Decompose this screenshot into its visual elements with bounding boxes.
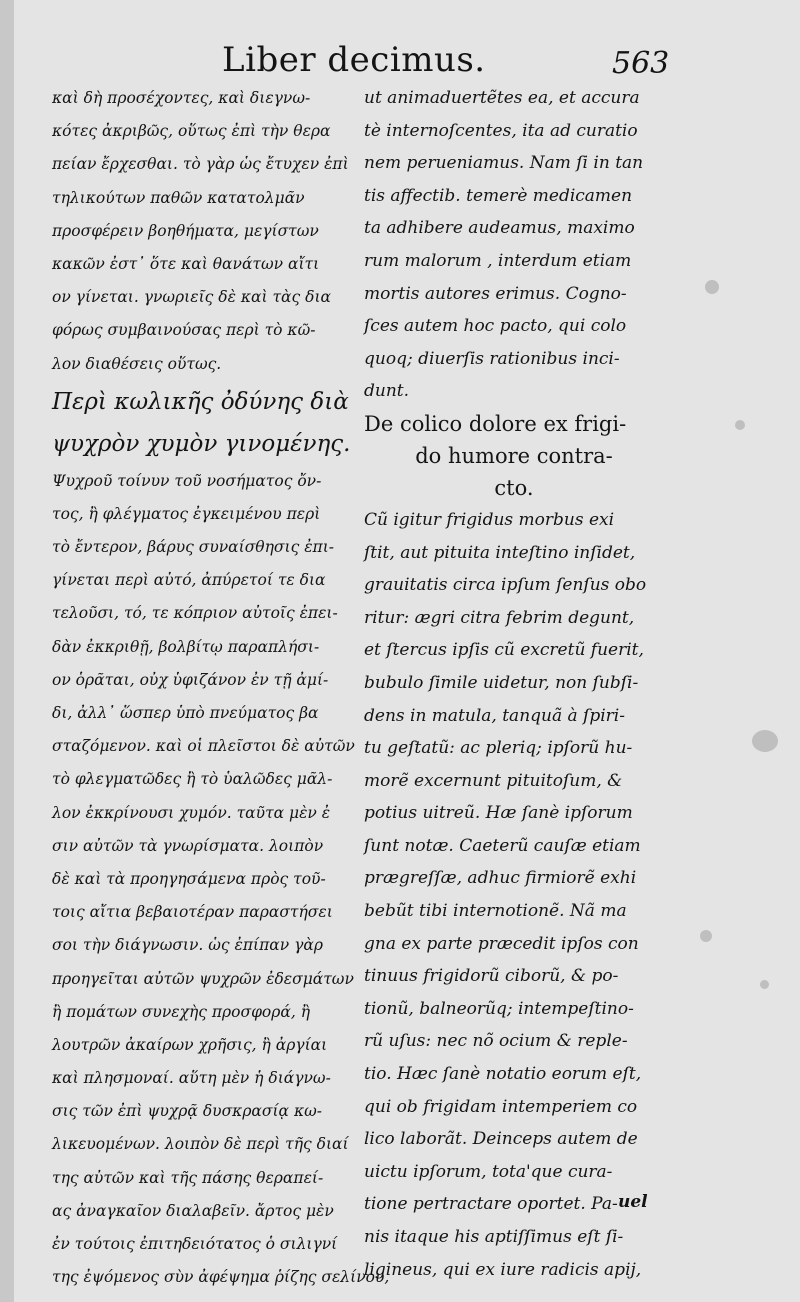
latin-line: dens in matula, tanquã à ſpiri-	[364, 705, 625, 726]
latin-line: Cũ igitur frigidus morbus exi	[364, 509, 615, 530]
greek-line: τελοῦσι, τό, τε κόπριον αὐτοῖς ἐπει-	[52, 604, 338, 623]
latin-section-heading: De colico dolore ex frigi-	[364, 411, 627, 436]
greek-line: δὲ καὶ τὰ προηγησάμενα πρὸς τοῦ-	[52, 869, 326, 888]
greek-line: προσφέρειν βοηθήματα, μεγίστων	[52, 221, 319, 240]
greek-line: πείαν ἔρχεσθαι. τὸ γὰρ ὡς ἔτυχεν ἐπὶ	[52, 155, 349, 174]
latin-line: quoq; diuerſis rationibus inci-	[364, 348, 620, 369]
latin-section-heading: do humore contra-	[415, 443, 613, 468]
greek-line: ας ἀναγκαῖον διαλαβεῖν. ἄρτος μὲν	[52, 1201, 334, 1220]
latin-line: ſtit, aut pituita inteſtino inſidet,	[364, 542, 636, 563]
latin-line: dunt.	[364, 381, 410, 402]
page-number: 563	[612, 46, 670, 81]
latin-line: tis affectib. temerè medicamen	[364, 185, 633, 206]
latin-line: nem perueniamus. Nam ſi in tan	[364, 153, 644, 174]
greek-line: κότες ἀκριβῶς, οὕτως ἐπὶ τὴν θερα	[52, 122, 331, 141]
latin-line: prægreſſæ, adhuc firmiorẽ exhi	[364, 868, 637, 889]
latin-line: ta adhibere audeamus, maximo	[364, 218, 635, 239]
greek-line: λον διαθέσεις οὕτως.	[52, 354, 222, 373]
greek-line: σοι τὴν διάγνωσιν. ὡς ἐπίπαν γὰρ	[52, 936, 323, 955]
latin-column	[364, 82, 664, 1286]
latin-line: tio. Hæc ſanè notatio eorum eſt,	[364, 1064, 642, 1085]
latin-line: tionũ, balneorũq; intempeſtino-	[364, 998, 634, 1019]
latin-line: grauitatis circa ipſum ſenſus obo	[364, 575, 647, 596]
greek-line: τὸ φλεγματῶδες ἢ τὸ ὑαλῶδες μᾶλ-	[52, 770, 333, 789]
latin-line: ſunt notæ. Caeterũ cauſæ etiam	[364, 835, 641, 856]
greek-line: προηγεῖται αὐτῶν ψυχρῶν ἐδεσμάτων	[52, 969, 354, 988]
greek-line: δι, ἀλλ᾽ ὥσπερ ὑπὸ πνεύματος βα	[52, 704, 319, 722]
greek-line: λουτρῶν ἀκαίρων χρῆσις, ἢ ἀργίαι	[52, 1035, 328, 1054]
catchword: uel	[618, 1192, 648, 1212]
latin-line: tu geſtatũ: ac pleriq; ipſorũ hu-	[364, 738, 633, 759]
greek-line: λον ἐκκρίνουσι χυμόν. ταῦτα μὲν ἐ	[52, 803, 331, 822]
latin-line: ſces autem hoc pacto, qui colo	[364, 316, 627, 337]
latin-line: et ſtercus ipſis cũ excretũ fuerit,	[364, 640, 644, 661]
greek-line: σις τῶν ἐπὶ ψυχρᾷ δυσκρασίᾳ κω-	[52, 1102, 322, 1121]
running-head: Liber decimus.	[222, 40, 486, 80]
greek-line: τος, ἢ φλέγματος ἐγκειμένου περὶ	[52, 504, 321, 523]
greek-line: ον γίνεται. γνωριεῖς δὲ καὶ τὰς δια	[52, 288, 331, 307]
latin-line: bebũt tibi internotionẽ. Nã ma	[364, 901, 627, 922]
latin-line: tione pertractare oportet. Pa-	[364, 1194, 618, 1215]
greek-line: γίνεται περὶ αὐτό, ἀπύρετοί τε δια	[52, 571, 326, 590]
greek-line: ἢ πομάτων συνεχὴς προσφορά, ἢ	[52, 1002, 310, 1021]
latin-line: bubulo ſimile uidetur, non ſubſi-	[364, 672, 639, 693]
greek-line: ον ὁρᾶται, οὐχ ὑφιζάνον ἐν τῇ ἀμί-	[52, 670, 329, 689]
greek-line: σιν αὐτῶν τὰ γνωρίσματα. λοιπὸν	[52, 836, 324, 855]
latin-line: uictu ipſorum, tota'que cura-	[364, 1161, 613, 1182]
greek-section-heading: ψυχρὸν χυμὸν γινομένης.	[52, 430, 351, 457]
greek-line: δὰν ἐκκριθῇ, βολβίτῳ παραπλήσι-	[52, 637, 320, 656]
latin-line: ligineus, qui ex iure radicis apij,	[364, 1259, 642, 1280]
greek-line: τὸ ἔντερον, βάρυς συναίσθησις ἐπι-	[52, 538, 335, 557]
latin-line: qui ob frigidam intemperiem co	[364, 1096, 638, 1117]
greek-line: καὶ δὴ προσέχοντες, καὶ διεγνω-	[52, 89, 311, 107]
latin-line: gna ex parte præcedit ipſos con	[364, 933, 639, 954]
latin-line: rum malorum , interdum etiam	[364, 250, 632, 271]
greek-line: της ἐψόμενος σὺν ἀφέψημα ῥίζης σελίνου,	[52, 1268, 390, 1287]
greek-line: τηλικούτων παθῶν κατατολμᾶν	[52, 188, 305, 207]
latin-line: rũ uſus: nec nõ ocium & reple-	[364, 1031, 628, 1052]
latin-line: morẽ excernunt pituitoſum, &	[364, 770, 623, 791]
greek-line: λικευομένων. λοιπὸν δὲ περὶ τῆς διαί	[52, 1135, 349, 1154]
greek-line: φόρως συμβαινούσας περὶ τὸ κῶ-	[52, 321, 316, 340]
latin-line: ritur: ægri citra febrim degunt,	[364, 607, 635, 628]
greek-line: καὶ πλησμοναί. αὕτη μὲν ἡ διάγνω-	[52, 1069, 331, 1088]
latin-line: nis itaque his aptiſſimus eſt ſi-	[364, 1227, 624, 1247]
latin-line: tinuus frigidorũ ciborũ, & po-	[364, 966, 619, 987]
latin-line: lico laborãt. Deinceps autem de	[364, 1129, 638, 1150]
latin-section-heading: cto.	[494, 475, 534, 500]
greek-line: τοις αἴτια βεβαιοτέραν παραστήσει	[52, 903, 333, 922]
greek-line: ἐν τούτοις ἐπιτηδειότατος ὁ σιλιγνί	[52, 1235, 338, 1253]
latin-line: potius uitreũ. Hæ ſanè ipſorum	[364, 803, 633, 824]
greek-section-heading: Περὶ κωλικῆς ὀδύνης διὰ	[52, 388, 349, 415]
greek-line: της αὐτῶν καὶ τῆς πάσης θεραπεί-	[52, 1168, 324, 1187]
latin-line: ut animaduertẽtes ea, et accura	[364, 88, 640, 108]
latin-line: mortis autores erimus. Cogno-	[364, 283, 627, 304]
latin-line: tè internoſcentes, ita ad curatio	[364, 120, 638, 141]
greek-line: κακῶν ἐστ᾽ ὅτε καὶ θανάτων αἴτι	[52, 254, 320, 273]
greek-line: Ψυχροῦ τοίνυν τοῦ νοσήματος ὄν-	[52, 471, 322, 490]
greek-line: σταζόμενον. καὶ οἱ πλεῖστοι δὲ αὐτῶν	[52, 737, 355, 756]
